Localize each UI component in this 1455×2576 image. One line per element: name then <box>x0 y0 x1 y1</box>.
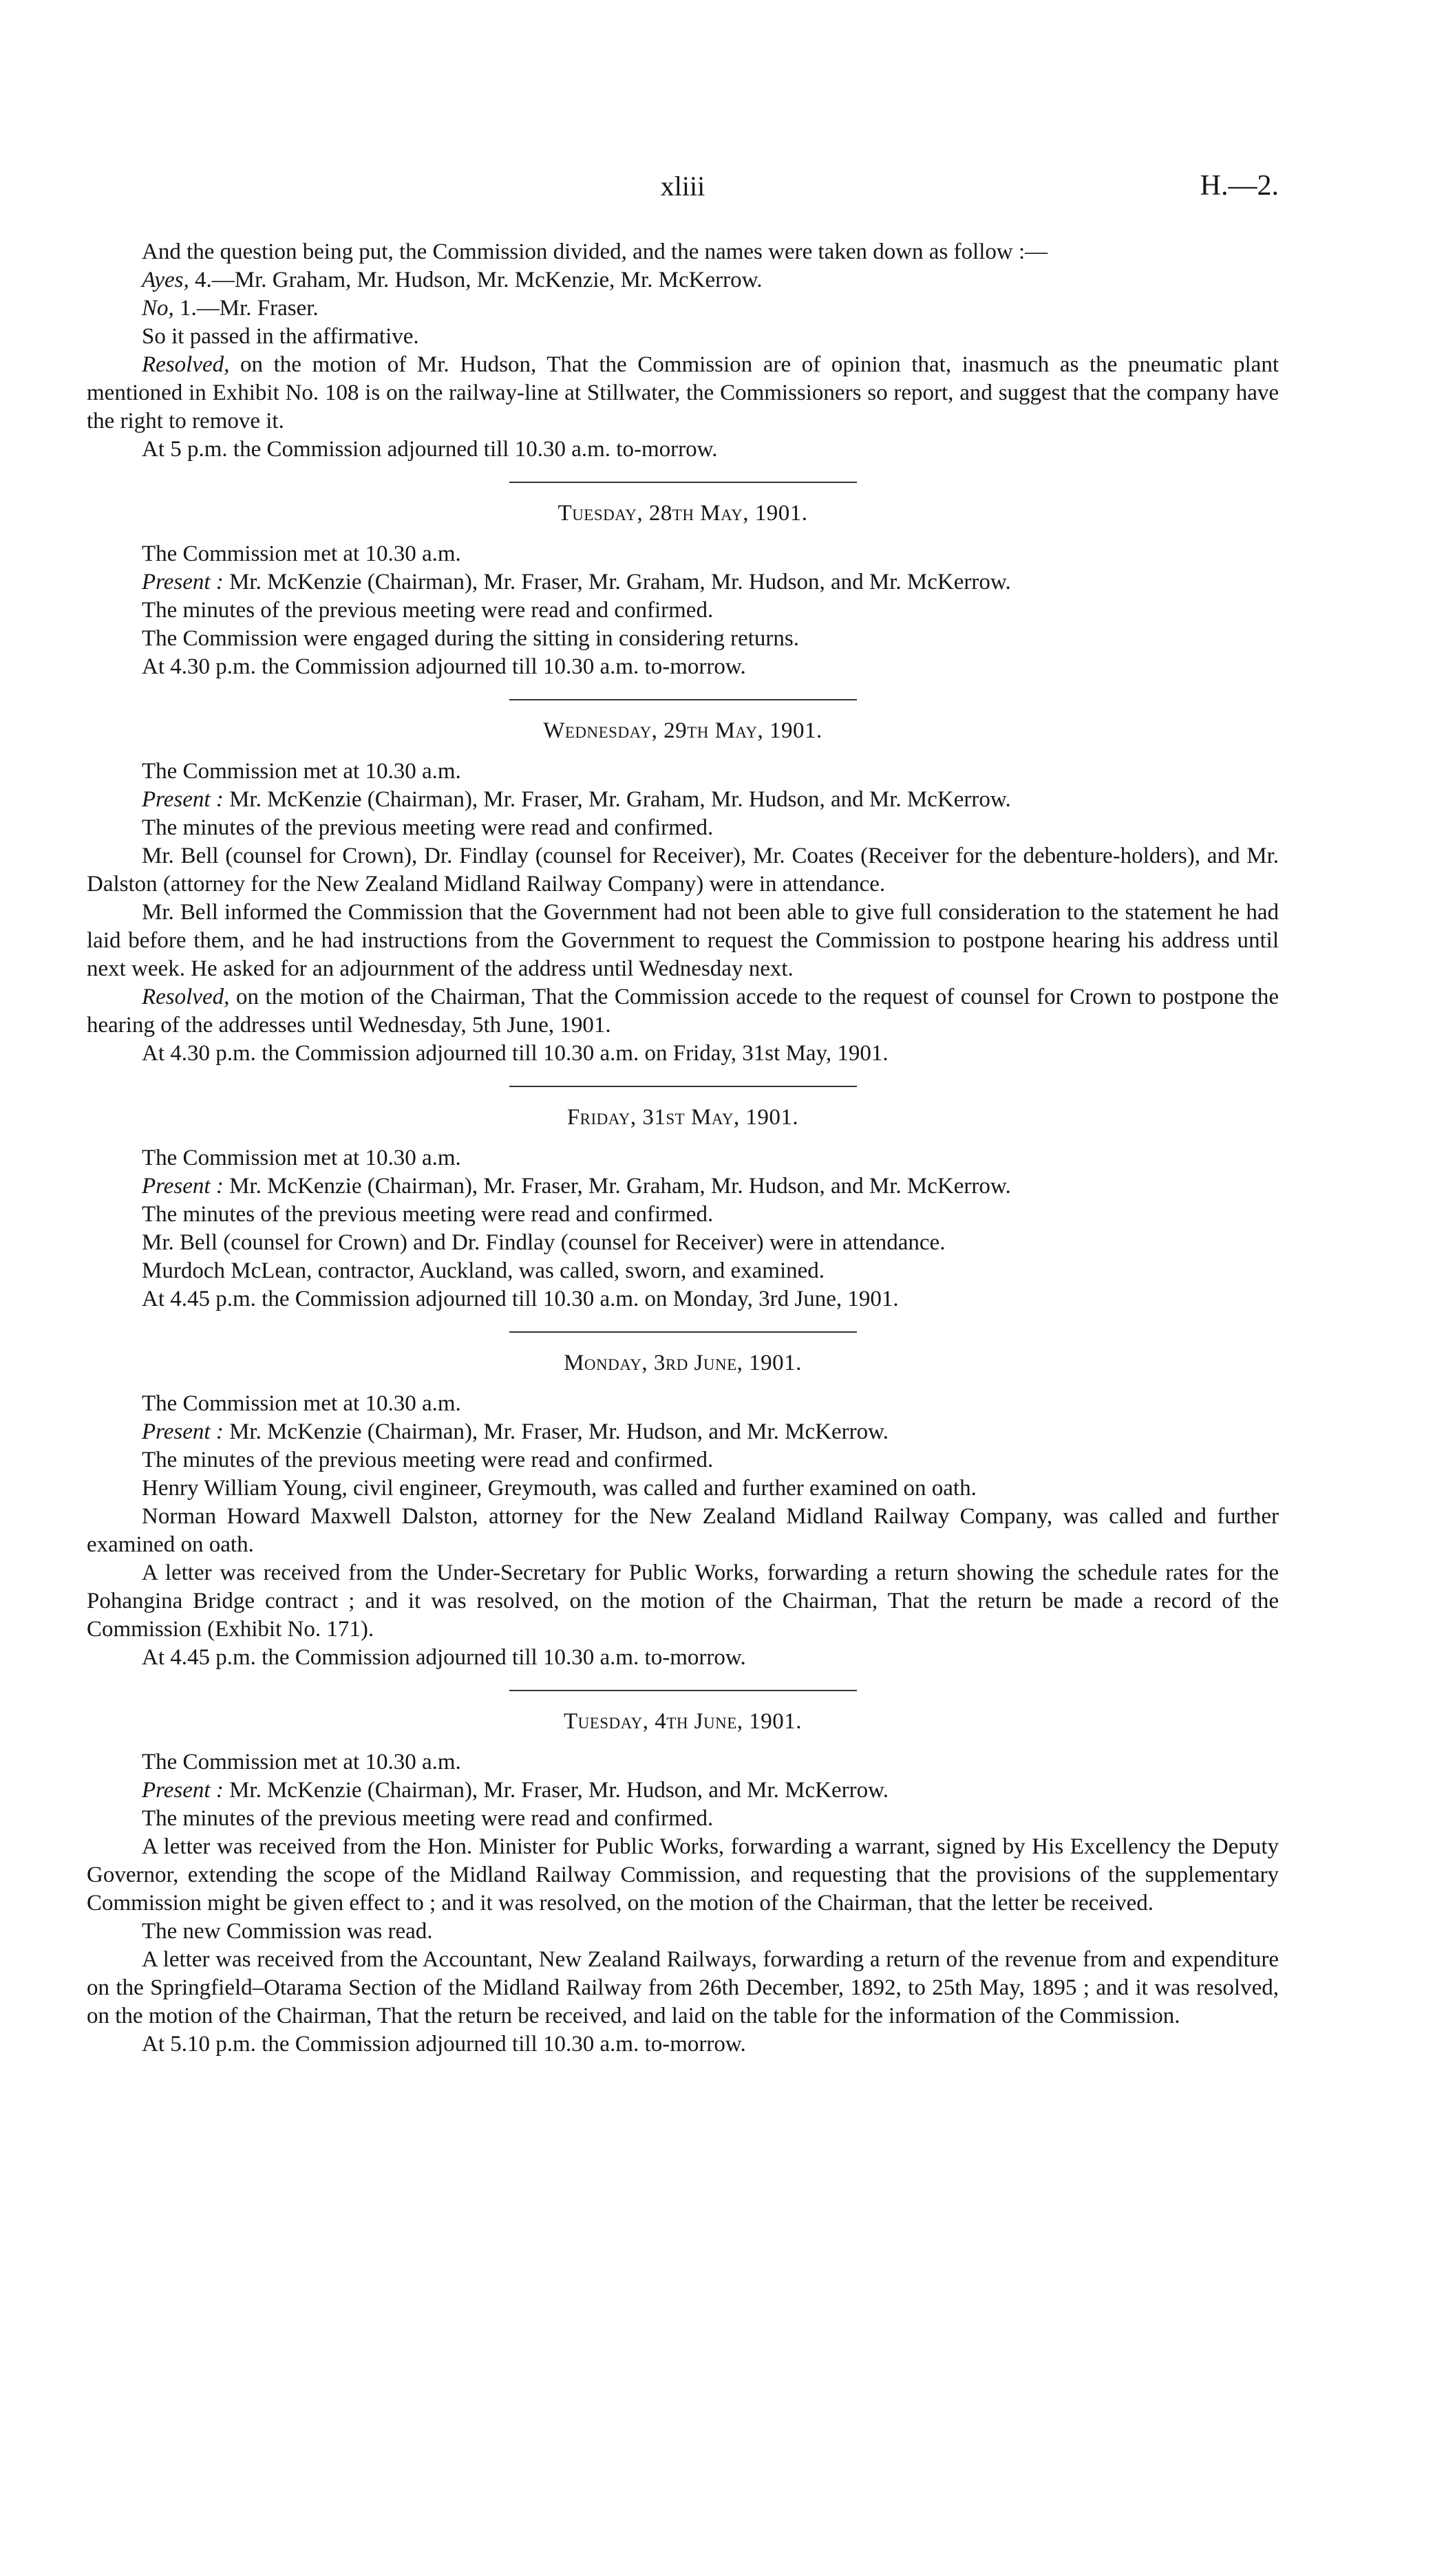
paragraph-text: on the motion of Mr. Hudson, That the Commission are of opinion that, inasmuch as the pneumatic plant mentioned in Exhibit No. 108 is on the railway-line at Stillwater, the Commissioners so report, and suggest that the company have the right to remove it. <box>87 352 1279 433</box>
paragraph-text: The minutes of the previous meeting were read and confirmed. <box>142 1448 714 1472</box>
minutes-paragraph <box>87 323 1279 351</box>
minutes-paragraph <box>87 1229 1279 1257</box>
paragraph-text: Mr. McKenzie (Chairman), Mr. Fraser, Mr. Hudson, and Mr. McKerrow. <box>223 1778 889 1803</box>
paragraph-text: A letter was received from the Under-Secretary for Public Works, forwarding a return showing the schedule rates for the Pohangina Bridge contract ; and it was resolved, on the motion of the Chairman, That the return be made a record of the Commission (Exhibit No. 171). <box>87 1560 1279 1642</box>
page-number: xliii <box>660 171 705 202</box>
paper-reference: H.—2. <box>1200 170 1279 202</box>
minutes-paragraph <box>87 1777 1279 1805</box>
day-heading-text: Wednesday, 29th May, 1901. <box>543 718 822 743</box>
minutes-paragraph <box>87 1172 1279 1201</box>
page-header <box>87 172 1279 211</box>
paragraph-text: The minutes of the previous meeting were read and confirmed. <box>142 1806 714 1831</box>
paragraph-text: The Commission met at 10.30 a.m. <box>142 1391 461 1416</box>
minutes-paragraph <box>87 540 1279 568</box>
minutes-paragraph <box>87 786 1279 814</box>
day-section <box>87 1104 1279 1313</box>
minutes-paragraph <box>87 266 1279 294</box>
minutes-paragraph <box>87 1559 1279 1644</box>
minutes-paragraph <box>87 1446 1279 1474</box>
paragraph-text: The Commission met at 10.30 a.m. <box>142 541 461 566</box>
paragraph-text: Henry William Young, civil engineer, Greymouth, was called and further examined on oath. <box>142 1476 977 1501</box>
minutes-paragraph <box>87 436 1279 464</box>
minutes-paragraph <box>87 1748 1279 1777</box>
minutes-paragraph <box>87 597 1279 625</box>
minutes-paragraph <box>87 899 1279 983</box>
paragraph-text: The Commission met at 10.30 a.m. <box>142 1146 461 1170</box>
paragraph-text: At 5.10 p.m. the Commission adjourned till 10.30 a.m. to-morrow. <box>142 2032 746 2057</box>
paragraph-text: Mr. McKenzie (Chairman), Mr. Fraser, Mr. Graham, Mr. Hudson, and Mr. McKerrow. <box>223 570 1011 594</box>
paragraph-text: At 4.45 p.m. the Commission adjourned till 10.30 a.m. on Monday, 3rd June, 1901. <box>142 1287 899 1311</box>
paragraph-text: Mr. Bell informed the Commission that the Government had not been able to give full consideration to the statement he had laid before them, and he had instructions from the Government to request the Commission to postpone hearing his address until next week. He asked for an adjournment of the address until Wednesday next. <box>87 900 1279 981</box>
paragraph-label: Present : <box>142 1778 224 1803</box>
paragraph-text: 4.—Mr. Graham, Mr. Hudson, Mr. McKenzie, Mr. McKerrow. <box>189 268 763 292</box>
paragraph-text: The Commission met at 10.30 a.m. <box>142 1750 461 1774</box>
minutes-paragraph <box>87 238 1279 266</box>
paragraph-label: No, <box>142 296 174 321</box>
day-heading-text: Tuesday, 4th June, 1901. <box>563 1709 803 1734</box>
section-divider <box>509 1690 857 1691</box>
paragraph-text: At 4.30 p.m. the Commission adjourned till 10.30 a.m. on Friday, 31st May, 1901. <box>142 1041 889 1066</box>
minutes-paragraph <box>87 1144 1279 1172</box>
day-heading-text: Monday, 3rd June, 1901. <box>564 1351 802 1375</box>
paragraph-label: Resolved, <box>142 985 230 1009</box>
minutes-days <box>87 482 1279 2059</box>
intro-section <box>87 238 1279 464</box>
paragraph-text: Murdoch McLean, contractor, Auckland, was called, sworn, and examined. <box>142 1258 825 1283</box>
minutes-paragraph <box>87 1805 1279 1833</box>
minutes-paragraph <box>87 568 1279 597</box>
minutes-paragraph <box>87 758 1279 786</box>
paragraph-text: Mr. McKenzie (Chairman), Mr. Fraser, Mr. Graham, Mr. Hudson, and Mr. McKerrow. <box>223 1174 1011 1199</box>
paragraph-text: The Commission were engaged during the sitting in considering returns. <box>142 626 799 651</box>
day-heading-text: Tuesday, 28th May, 1901. <box>557 501 808 526</box>
paragraph-text: Norman Howard Maxwell Dalston, attorney for the New Zealand Midland Railway Company, was called and further examined on oath. <box>87 1504 1279 1557</box>
paragraph-label: Present : <box>142 787 224 812</box>
paragraph-text: Mr. Bell (counsel for Crown) and Dr. Findlay (counsel for Receiver) were in attendance. <box>142 1230 946 1255</box>
minutes-paragraph <box>87 1040 1279 1068</box>
day-section <box>87 1349 1279 1672</box>
section-divider <box>509 1086 857 1087</box>
paragraph-label: Present : <box>142 1419 224 1444</box>
paragraph-text: The new Commission was read. <box>142 1919 433 1944</box>
day-heading <box>87 1708 1279 1736</box>
minutes-paragraph <box>87 1946 1279 2030</box>
minutes-paragraph <box>87 625 1279 653</box>
paragraph-label: Present : <box>142 570 224 594</box>
minutes-paragraph <box>87 814 1279 842</box>
paragraph-text: Mr. McKenzie (Chairman), Mr. Fraser, Mr. Hudson, and Mr. McKerrow. <box>223 1419 889 1444</box>
paragraph-text: At 4.30 p.m. the Commission adjourned till 10.30 a.m. to-morrow. <box>142 654 746 679</box>
minutes-paragraph <box>87 983 1279 1040</box>
day-heading-text: Friday, 31st May, 1901. <box>566 1105 799 1130</box>
paragraph-label: Resolved, <box>142 352 230 377</box>
paragraph-text: The minutes of the previous meeting were read and confirmed. <box>142 598 714 623</box>
minutes-paragraph <box>87 294 1279 323</box>
day-heading <box>87 717 1279 745</box>
section-divider <box>509 1331 857 1333</box>
minutes-paragraph <box>87 1833 1279 1918</box>
paragraph-text: on the motion of the Chairman, That the Commission accede to the request of counsel for Crown to postpone the hearing of the addresses until Wednesday, 5th June, 1901. <box>87 985 1279 1038</box>
paragraph-text: And the question being put, the Commission divided, and the names were taken down as follow :— <box>142 239 1048 264</box>
minutes-paragraph <box>87 1503 1279 1559</box>
minutes-paragraph <box>87 1201 1279 1229</box>
day-section <box>87 500 1279 681</box>
minutes-paragraph <box>87 1285 1279 1313</box>
paragraph-label: Present : <box>142 1174 224 1199</box>
day-heading <box>87 1349 1279 1377</box>
paragraph-text: At 4.45 p.m. the Commission adjourned till 10.30 a.m. to-morrow. <box>142 1645 746 1670</box>
document-page <box>87 172 1279 2059</box>
paragraph-text: At 5 p.m. the Commission adjourned till 10.30 a.m. to-morrow. <box>142 437 718 462</box>
paragraph-text: The minutes of the previous meeting were read and confirmed. <box>142 815 714 840</box>
paragraph-text: The Commission met at 10.30 a.m. <box>142 759 461 784</box>
minutes-paragraph <box>87 1257 1279 1285</box>
paragraph-text: Mr. Bell (counsel for Crown), Dr. Findlay (counsel for Receiver), Mr. Coates (Receiver for the debenture-holders), and Mr. Dalston (attorney for the New Zealand Midland Railway Company) were in attendance. <box>87 844 1279 897</box>
day-heading <box>87 1104 1279 1132</box>
paragraph-label: Ayes, <box>142 268 189 292</box>
minutes-paragraph <box>87 1418 1279 1446</box>
day-heading <box>87 500 1279 528</box>
day-section <box>87 717 1279 1068</box>
minutes-paragraph <box>87 1474 1279 1503</box>
minutes-paragraph <box>87 351 1279 436</box>
paragraph-text: So it passed in the affirmative. <box>142 324 419 349</box>
minutes-paragraph <box>87 842 1279 899</box>
paragraph-text: A letter was received from the Hon. Minister for Public Works, forwarding a warrant, signed by His Excellency the Deputy Governor, extending the scope of the Midland Railway Commission, and requesting that the provisions of the supplementary Commission might be given effect to ; and it was resolved, on the motion of the Chairman, that the letter be received. <box>87 1834 1279 1915</box>
paragraph-text: Mr. McKenzie (Chairman), Mr. Fraser, Mr. Graham, Mr. Hudson, and Mr. McKerrow. <box>223 787 1011 812</box>
paragraph-text: 1.—Mr. Fraser. <box>173 296 319 321</box>
minutes-paragraph <box>87 653 1279 681</box>
minutes-paragraph <box>87 2030 1279 2059</box>
minutes-paragraph <box>87 1918 1279 1946</box>
minutes-paragraph <box>87 1390 1279 1418</box>
day-section <box>87 1708 1279 2059</box>
section-divider <box>509 699 857 700</box>
paragraph-text: The minutes of the previous meeting were read and confirmed. <box>142 1202 714 1227</box>
minutes-paragraph <box>87 1644 1279 1672</box>
section-divider <box>509 482 857 483</box>
paragraph-text: A letter was received from the Accountant, New Zealand Railways, forwarding a return of the revenue from and expenditure on the Springfield–Otarama Section of the Midland Railway from 26th December, 1892, to 25th May, 1895 ; and it was resolved, on the motion of the Chairman, That the return be received, and laid on the table for the information of the Commission. <box>87 1947 1279 2028</box>
